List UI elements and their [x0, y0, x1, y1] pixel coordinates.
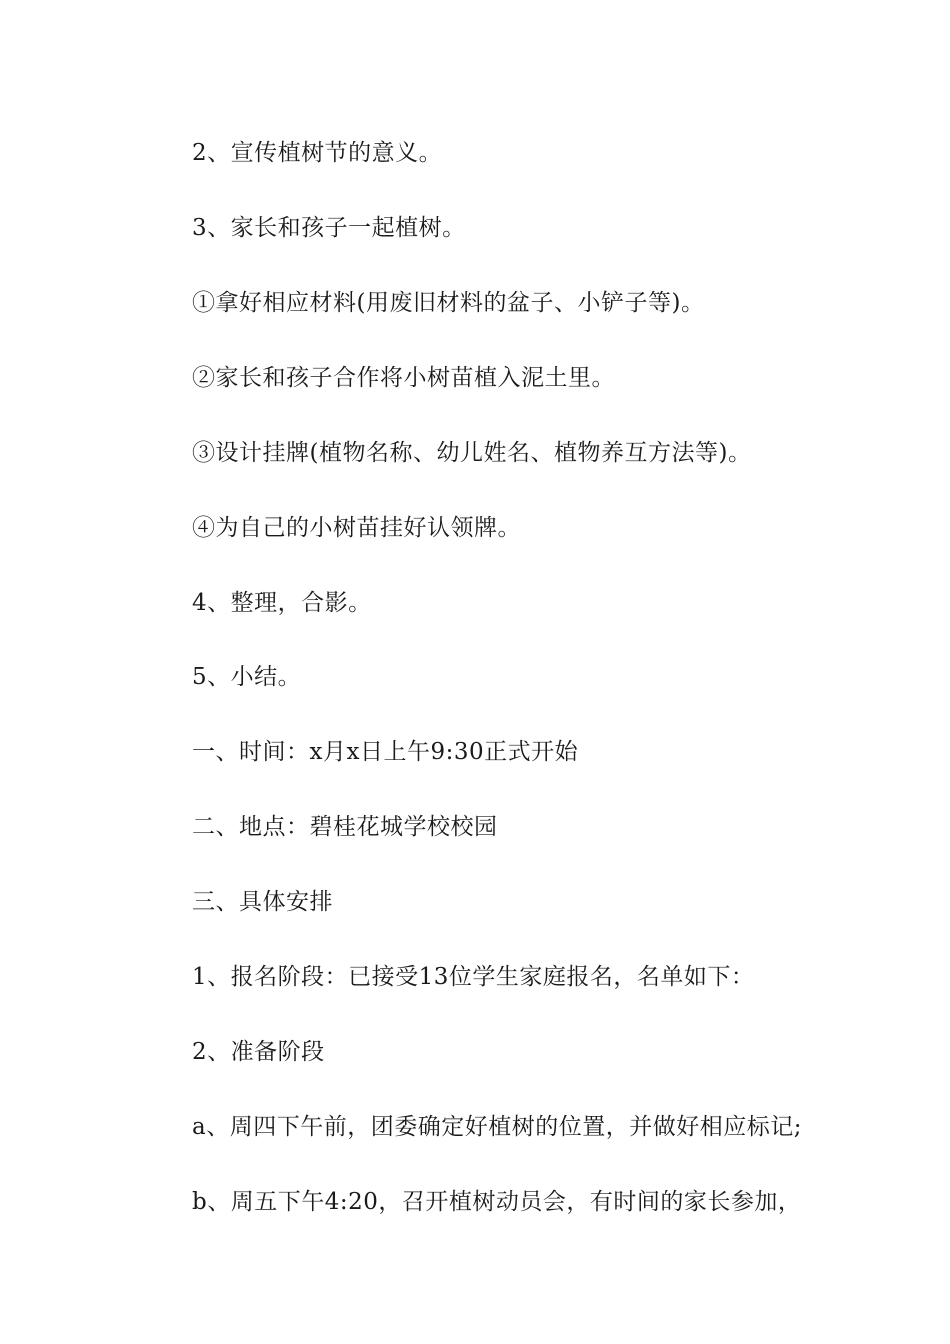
- text-line: 5、小结。: [192, 664, 302, 690]
- text-line: ①拿好相应材料(用废旧材料的盆子、小铲子等)。: [192, 290, 705, 316]
- text-line: 1、报名阶段：已接受13位学生家庭报名，名单如下：: [192, 964, 755, 990]
- section-heading-arrangement: 三、具体安排: [192, 889, 333, 915]
- text-line: 2、准备阶段: [192, 1039, 325, 1065]
- text-line: 2、宣传植树节的意义。: [192, 140, 443, 166]
- text-line: ③设计挂牌(植物名称、幼儿姓名、植物养互方法等)。: [192, 440, 752, 466]
- text-line: ④为自己的小树苗挂好认领牌。: [192, 515, 521, 541]
- text-line: a、周四下午前，团委确定好植树的位置，并做好相应标记;: [192, 1114, 802, 1140]
- text-line: ②家长和孩子合作将小树苗植入泥土里。: [192, 365, 615, 391]
- text-line: b、周五下午4:20，召开植树动员会，有时间的家长参加，: [192, 1189, 802, 1215]
- text-line: 4、整理，合影。: [192, 590, 372, 616]
- text-line: 3、家长和孩子一起植树。: [192, 215, 466, 241]
- section-heading-time: 一、时间：x月x日上午9:30正式开始: [192, 739, 579, 765]
- section-heading-location: 二、地点：碧桂花城学校校园: [192, 814, 498, 840]
